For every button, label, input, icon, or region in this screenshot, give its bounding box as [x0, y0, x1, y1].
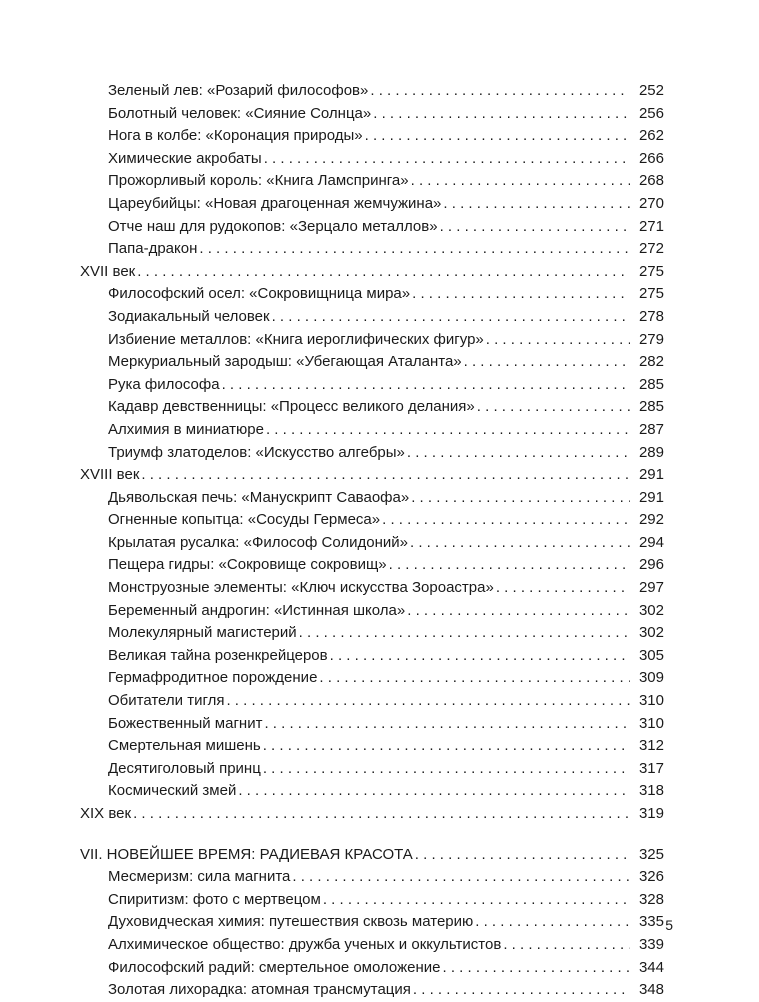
toc-entry	[80, 442, 664, 465]
toc-entry-title: XIX век	[80, 805, 132, 822]
dot-leader	[486, 329, 630, 352]
toc-entry-page: 291	[638, 466, 664, 484]
toc-section-entry	[80, 261, 664, 284]
toc-entry	[80, 170, 664, 193]
toc-entry-title: Великая тайна розенкрейцеров	[108, 646, 328, 664]
toc-entry	[80, 866, 664, 889]
toc-entry-title: Космический змей	[108, 782, 237, 800]
toc-entry-page: 326	[638, 868, 664, 886]
toc-entry-page: 305	[638, 646, 664, 664]
toc-entry-page: 310	[638, 692, 664, 710]
toc-entry	[80, 577, 664, 600]
toc-entry-title: Беременный андрогин: «Истинная школа»	[108, 601, 406, 619]
toc-entry-page: 328	[638, 890, 664, 908]
toc-entry-page: 285	[638, 375, 664, 393]
toc-entry-page: 275	[638, 262, 664, 280]
toc-entry-page: 275	[638, 285, 664, 303]
dot-leader	[238, 780, 630, 803]
toc-entry-title: Болотный человек: «Сияние Солнца»	[108, 104, 372, 122]
toc-section-entry	[80, 844, 664, 867]
toc-entry-page: 271	[638, 217, 664, 235]
dot-leader	[299, 622, 630, 645]
dot-leader	[292, 866, 630, 889]
toc-entry-page: 289	[638, 443, 664, 461]
dot-leader	[266, 419, 630, 442]
toc-entry-title: Зодиакальный человек	[108, 307, 270, 325]
toc-entry-page: 270	[638, 194, 664, 212]
dot-leader	[496, 577, 630, 600]
dot-leader	[264, 713, 630, 736]
toc-entry-page: 344	[638, 958, 664, 976]
toc-entry	[80, 690, 664, 713]
toc-entry	[80, 329, 664, 352]
toc-entry-page: 291	[638, 488, 664, 506]
dot-leader	[407, 442, 630, 465]
toc-entry-title: Прожорливый король: «Книга Ламспринга»	[108, 172, 409, 190]
toc-entry-title: Папа-дракон	[108, 240, 198, 258]
toc-entry-title: Кадавр девственницы: «Процесс великого делания»	[108, 398, 475, 416]
toc-entry-title: Крылатая русалка: «Философ Солидоний»	[108, 533, 408, 551]
toc-entry-title: Божественный магнит	[108, 714, 263, 732]
section-gap	[80, 826, 664, 844]
toc-entry-title: Обитатели тигля	[108, 692, 225, 710]
toc-entry	[80, 351, 664, 374]
toc-entry	[80, 216, 664, 239]
toc-entry	[80, 889, 664, 912]
dot-leader	[411, 487, 630, 510]
toc-entry	[80, 600, 664, 623]
toc-entry-page: 272	[638, 240, 664, 258]
toc-entry-title: Огненные копытца: «Сосуды Гермеса»	[108, 511, 381, 529]
toc-entry-title: Отче наш для рудокопов: «Зерцало металлов»	[108, 217, 438, 235]
dot-leader	[415, 844, 630, 867]
toc-entry	[80, 283, 664, 306]
toc-entry	[80, 934, 664, 957]
toc-entry	[80, 645, 664, 668]
toc-entry-page: 319	[638, 805, 664, 822]
toc-entry-title: Монструозные элементы: «Ключ искусства Зороастра»	[108, 579, 494, 597]
toc-entry-page: 268	[638, 172, 664, 190]
toc-entry	[80, 396, 664, 419]
toc-entry-page: 279	[638, 330, 664, 348]
toc-entry	[80, 735, 664, 758]
dot-leader	[226, 690, 630, 713]
toc-entry-page: 309	[638, 669, 664, 687]
dot-leader	[323, 889, 630, 912]
dot-leader	[443, 193, 630, 216]
dot-leader	[264, 148, 630, 171]
toc-entry	[80, 193, 664, 216]
dot-leader	[412, 283, 630, 306]
toc-entry-page: 256	[638, 104, 664, 122]
toc-entry	[80, 713, 664, 736]
dot-leader	[263, 735, 630, 758]
page-number: 5	[665, 917, 673, 933]
toc-entry-title: Духовидческая химия: путешествия сквозь материю	[108, 913, 474, 931]
toc-section-group	[80, 80, 664, 826]
toc-entry-title: Химические акробаты	[108, 149, 262, 167]
dot-leader	[133, 803, 630, 826]
dot-leader	[503, 934, 630, 957]
toc-entry-title: Дьявольская печь: «Манускрипт Саваофа»	[108, 488, 410, 506]
dot-leader	[199, 238, 630, 261]
toc-section-entry	[80, 464, 664, 487]
dot-leader	[464, 351, 630, 374]
toc-entry	[80, 80, 664, 103]
dot-leader	[137, 261, 630, 284]
toc-entry-title: Рука философа	[108, 375, 220, 393]
dot-leader	[475, 911, 630, 934]
toc-entry-title: Десятиголовый принц	[108, 759, 261, 777]
dot-leader	[222, 374, 630, 397]
toc-section-entry	[80, 803, 664, 826]
toc-entry	[80, 667, 664, 690]
toc-entry-page: 310	[638, 714, 664, 732]
toc-entry-title: Гермафродитное порождение	[108, 669, 318, 687]
dot-leader	[319, 667, 630, 690]
toc-entry-page: 292	[638, 511, 664, 529]
toc-entry-page: 294	[638, 533, 664, 551]
toc-entry-title: Алхимическое общество: дружба ученых и оккультистов	[108, 935, 502, 953]
toc-entry-page: 287	[638, 420, 664, 438]
dot-leader	[263, 758, 630, 781]
toc-entry-page: 278	[638, 307, 664, 325]
toc-entry	[80, 622, 664, 645]
toc-entry-page: 285	[638, 398, 664, 416]
toc-entry-page: 266	[638, 149, 664, 167]
table-of-contents	[80, 80, 664, 1002]
toc-entry-page: 302	[638, 624, 664, 642]
toc-section-group	[80, 844, 664, 1002]
toc-entry	[80, 306, 664, 329]
toc-entry-title: Алхимия в миниатюре	[108, 420, 264, 438]
toc-entry	[80, 780, 664, 803]
dot-leader	[413, 979, 630, 1002]
dot-leader	[141, 464, 630, 487]
toc-entry-title: Молекулярный магистерий	[108, 624, 297, 642]
toc-entry-title: Цареубийцы: «Новая драгоценная жемчужина»	[108, 194, 442, 212]
toc-entry-title: Месмеризм: сила магнита	[108, 868, 291, 886]
toc-entry-page: 318	[638, 782, 664, 800]
toc-entry	[80, 509, 664, 532]
toc-entry-page: 296	[638, 556, 664, 574]
toc-entry	[80, 419, 664, 442]
dot-leader	[330, 645, 630, 668]
dot-leader	[382, 509, 630, 532]
toc-entry-title: Нога в колбе: «Коронация природы»	[108, 127, 363, 145]
dot-leader	[477, 396, 630, 419]
toc-entry-page: 297	[638, 579, 664, 597]
toc-entry-page: 312	[638, 737, 664, 755]
toc-entry-title: Философский осел: «Сокровищница мира»	[108, 285, 411, 303]
toc-entry	[80, 758, 664, 781]
toc-entry-title: Триумф златоделов: «Искусство алгебры»	[108, 443, 405, 461]
toc-entry	[80, 103, 664, 126]
toc-entry-page: 262	[638, 127, 664, 145]
toc-entry	[80, 532, 664, 555]
toc-entry-page: 302	[638, 601, 664, 619]
toc-entry-title: Меркуриальный зародыш: «Убегающая Аталанта»	[108, 353, 462, 371]
toc-entry-title: Смертельная мишень	[108, 737, 261, 755]
toc-entry-page: 252	[638, 82, 664, 99]
toc-entry-title: Философский радий: смертельное омоложение	[108, 958, 441, 976]
toc-entry-title: Спиритизм: фото с мертвецом	[108, 890, 321, 908]
toc-entry-page: 317	[638, 759, 664, 777]
toc-entry-page: 339	[638, 935, 664, 953]
toc-entry-page: 282	[638, 353, 664, 371]
toc-entry	[80, 238, 664, 261]
toc-entry-page: 325	[638, 845, 664, 863]
dot-leader	[442, 957, 630, 980]
toc-entry	[80, 487, 664, 510]
dot-leader	[411, 170, 630, 193]
toc-entry-title: Золотая лихорадка: атомная трансмутация	[108, 981, 411, 999]
toc-entry	[80, 374, 664, 397]
toc-entry-page: 348	[638, 981, 664, 999]
toc-entry-title: Пещера гидры: «Сокровище сокровищ»	[108, 556, 387, 574]
toc-entry	[80, 554, 664, 577]
dot-leader	[410, 532, 630, 555]
dot-leader	[365, 125, 630, 148]
toc-entry-title: Избиение металлов: «Книга иероглифических фигур»	[108, 330, 484, 348]
dot-leader	[272, 306, 630, 329]
toc-entry	[80, 125, 664, 148]
dot-leader	[389, 554, 630, 577]
dot-leader	[373, 103, 630, 126]
toc-entry-title: XVII век	[80, 262, 136, 280]
toc-entry-page: 335	[638, 913, 664, 931]
toc-entry-title: XVIII век	[80, 466, 140, 484]
toc-entry	[80, 979, 664, 1002]
toc-entry-title: VII. НОВЕЙШЕЕ ВРЕМЯ: РАДИЕВАЯ КРАСОТА	[80, 845, 413, 863]
toc-entry-title: Зеленый лев: «Розарий философов»	[108, 82, 369, 99]
toc-entry	[80, 911, 664, 934]
dot-leader	[440, 216, 630, 239]
toc-entry	[80, 148, 664, 171]
dot-leader	[407, 600, 630, 623]
dot-leader	[370, 80, 630, 103]
toc-entry	[80, 957, 664, 980]
